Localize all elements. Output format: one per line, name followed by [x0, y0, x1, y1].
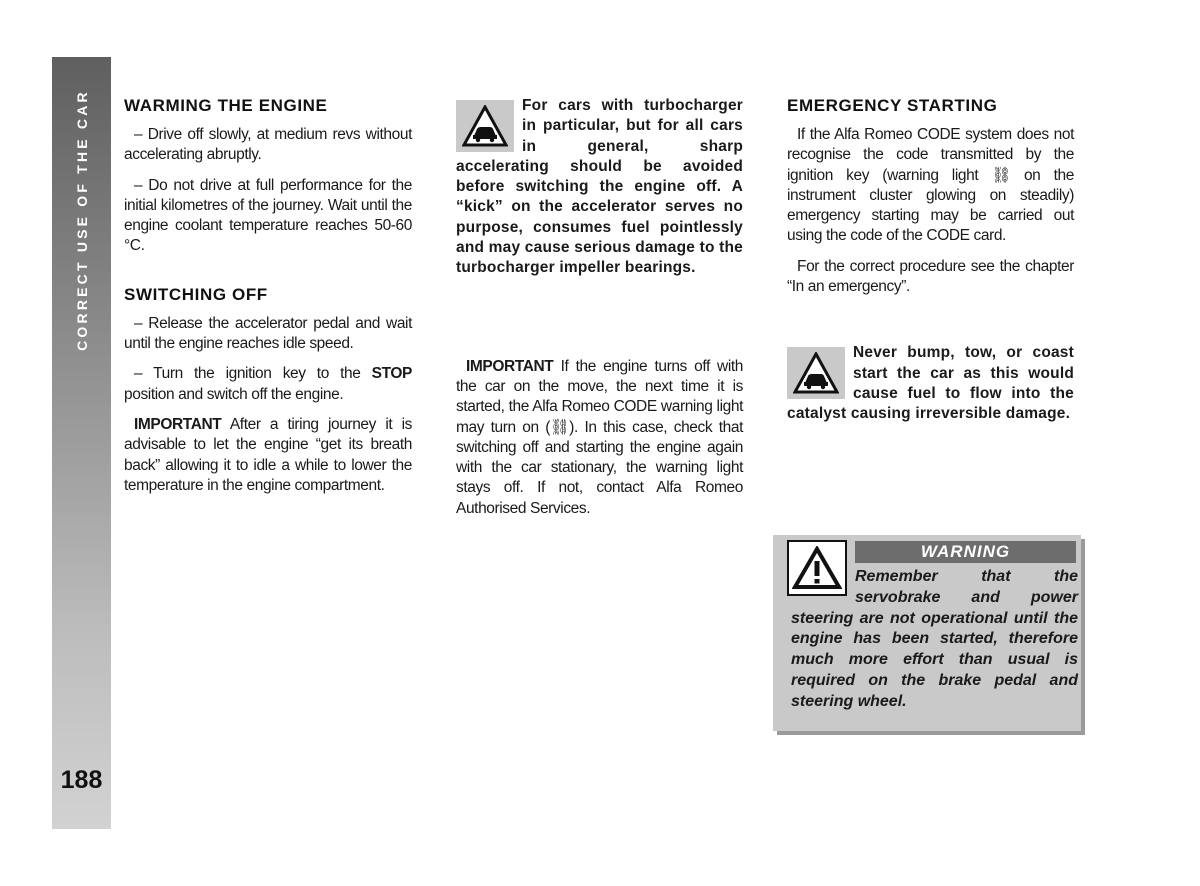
important-label: IMPORTANT — [466, 357, 554, 375]
stop-label: STOP — [371, 365, 412, 383]
column-middle — [456, 96, 743, 529]
heading-emergency-starting: EMERGENCY STARTING — [787, 96, 998, 115]
column-left — [124, 96, 412, 506]
section-title: CORRECT USE OF THE CAR — [74, 89, 90, 351]
heading-switching-off: SWITCHING OFF — [124, 284, 268, 304]
catalyst-caution: Never bump, tow, or coast start the car as this would cause fuel to flow into the catalyst causing irreversible damage. — [787, 344, 1074, 423]
page-number: 188 — [60, 766, 103, 794]
warning-text: Remember that the servobrake and power steering are not operational until the engine has been started, therefore much more effort than usual is required on the brake pedal and steering wheel. — [791, 568, 1078, 710]
car-caution-icon — [456, 100, 514, 152]
paragraph-important-tiring: IMPORTANT After a tiring journey it is advisable to let the engine “get its breath back” allowing it to idle a while to lower the temperature in the engine compartment. — [124, 415, 412, 494]
column-right — [787, 96, 1074, 425]
paragraph-release-pedal: – Release the accelerator pedal and wait until the engine reaches idle speed. — [124, 314, 412, 353]
paragraph-important-engine-off: IMPORTANT If the engine turns off with the car on the move, the next time it is started, the Alfa Romeo CODE warning light may turn on (⛓). In this case, check that switching off and starting the engine again with the car stationary, the warning light stays off. If not, contact Alfa Romeo Authorised Services. — [456, 357, 743, 517]
turbocharger-caution: For cars with turbocharger in particular, but for all cars in general, sharp accelerating should be avoided before switching the engine off. A “kick” on the accelerator serves no purpose, consumes fuel pointlessly and may cause serious damage to the turbocharger impeller bearings. — [456, 97, 743, 277]
paragraph-drive-off: – Drive off slowly, at medium revs without accelerating abruptly. — [124, 126, 412, 164]
heading-warming-engine: WARMING THE ENGINE — [124, 96, 328, 115]
car-caution-icon — [787, 347, 845, 399]
paragraph-full-performance: – Do not drive at full performance for the initial kilometres of the journey. Wait until the engine coolant temperature reaches 50-60 °C. — [124, 176, 412, 255]
paragraph-turn-key: – Turn the ignition key to the STOP position and switch off the engine. — [124, 365, 412, 403]
warning-box — [773, 535, 1081, 731]
paragraph-correct-procedure: For the correct procedure see the chapter “In an emergency”. — [787, 257, 1074, 296]
paragraph-code-system: If the Alfa Romeo CODE system does not recognise the code transmitted by the ignition key (warning light ⛓ on the instrument cluster glowing on steadily) emergency starting may be carried out using the code of the CODE card. — [787, 126, 1074, 245]
warning-title: WARNING — [855, 541, 1076, 563]
important-label: IMPORTANT — [134, 415, 222, 433]
